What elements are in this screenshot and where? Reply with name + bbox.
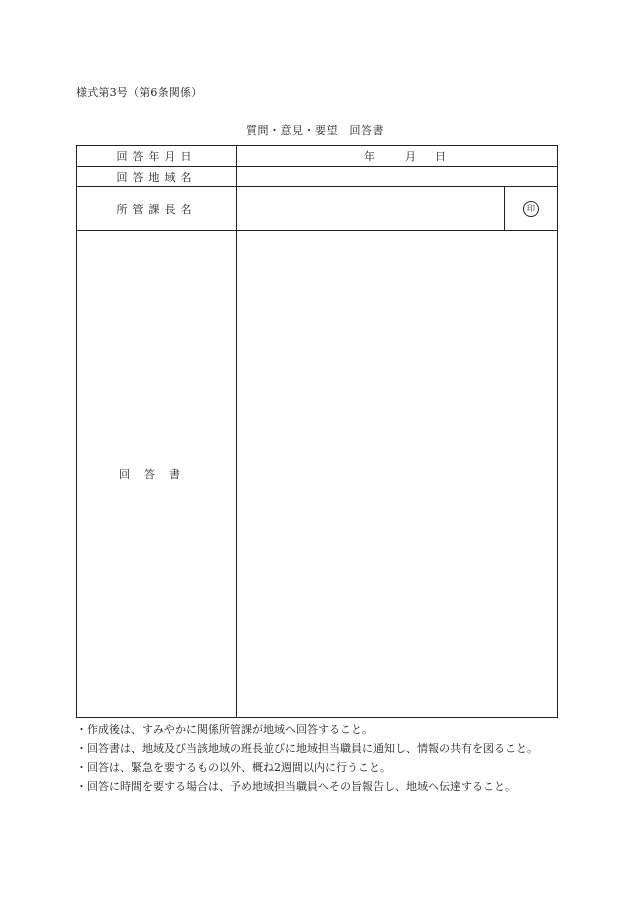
area-label: 回答地域名 (77, 167, 237, 187)
date-year-label: 年 (364, 150, 375, 163)
date-month-label: 月 (405, 150, 416, 163)
seal-cell (505, 187, 558, 231)
reply-body-row (77, 231, 558, 718)
section-chief-field[interactable] (237, 187, 505, 231)
note-item: ・回答に時間を要する場合は、予め地域担当職員へその旨報告し、地域へ伝達すること。 (76, 780, 516, 793)
notes-list (76, 721, 564, 797)
area-field[interactable] (237, 167, 558, 187)
section-chief-row (77, 187, 558, 231)
reply-label: 回答書 (77, 231, 237, 718)
seal-icon: 印 (523, 201, 539, 217)
note-item: ・回答書は、地域及び当該地域の班長並びに地域担当職員に通知し、情報の共有を図ること。 (76, 742, 538, 755)
reply-body-field[interactable] (237, 231, 558, 718)
note-item: ・回答は、緊急を要するもの以外、概ね2週間以内に行うこと。 (76, 761, 391, 774)
reply-date-field[interactable] (237, 146, 558, 167)
form-number: 様式第3号（第6条関係） (76, 86, 203, 99)
reply-form-table (76, 145, 558, 718)
area-row (77, 167, 558, 187)
reply-date-row (77, 146, 558, 167)
date-day-label: 日 (435, 150, 446, 163)
section-chief-label: 所管課長名 (77, 187, 237, 231)
document-title: 質問・意見・要望 回答書 (246, 124, 384, 137)
reply-date-label: 回答年月日 (77, 146, 237, 167)
note-item: ・作成後は、すみやかに関係所管課が地域へ回答すること。 (76, 723, 373, 736)
